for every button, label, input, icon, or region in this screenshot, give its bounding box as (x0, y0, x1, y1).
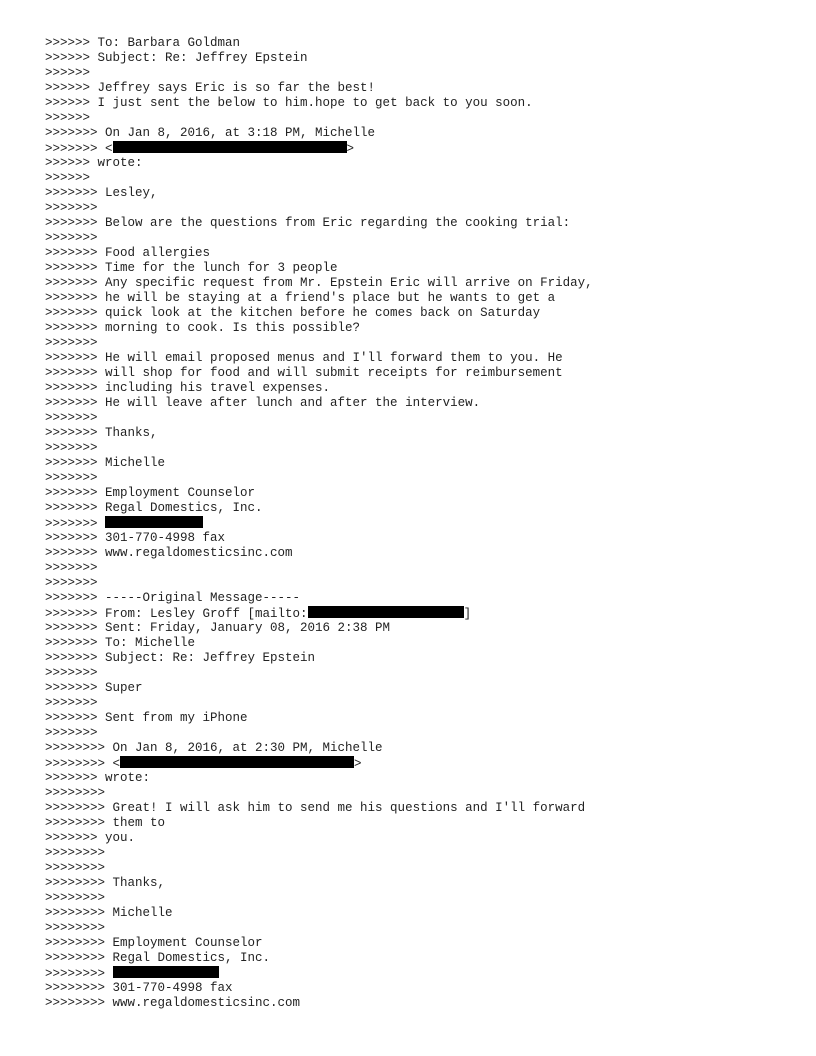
quote-prefix: >>>>>>> (45, 561, 98, 575)
email-line (45, 111, 785, 126)
email-line (45, 846, 785, 861)
email-line (45, 891, 785, 906)
quote-prefix: >>>>>>> (45, 381, 106, 395)
email-line (45, 711, 785, 726)
email-line (45, 951, 785, 966)
email-line (45, 261, 785, 276)
email-line (45, 471, 785, 486)
quote-prefix: >>>>>>> (45, 546, 106, 560)
quote-prefix: >>>>>>> (45, 261, 106, 275)
email-line (45, 381, 785, 396)
quote-prefix: >>>>>>> (45, 142, 106, 156)
email-line (45, 651, 785, 666)
line-text: Employment Counselor (105, 486, 256, 500)
quote-prefix: >>>>>>> (45, 711, 106, 725)
quote-prefix: >>>>>> (45, 171, 91, 185)
email-line (45, 351, 785, 366)
line-text: < (105, 142, 113, 156)
quote-prefix: >>>>>>> (45, 336, 98, 350)
email-line (45, 411, 785, 426)
line-text: Regal Domestics, Inc. (105, 501, 263, 515)
email-line (45, 276, 785, 291)
email-line (45, 156, 785, 171)
line-text: Michelle (105, 456, 166, 470)
quote-prefix: >>>>>>>> (45, 816, 113, 830)
email-line (45, 801, 785, 816)
quote-prefix: >>>>>>>> (45, 786, 106, 800)
email-line (45, 186, 785, 201)
line-text: you. (105, 831, 136, 845)
line-text: Thanks, (112, 876, 166, 890)
quote-prefix: >>>>>>> (45, 651, 106, 665)
email-line (45, 531, 785, 546)
quote-prefix: >>>>>> (45, 156, 98, 170)
quote-prefix: >>>>>>> (45, 201, 98, 215)
quote-prefix: >>>>>>> (45, 591, 106, 605)
email-line (45, 51, 785, 66)
email-line (45, 786, 785, 801)
email-line (45, 696, 785, 711)
email-line (45, 96, 785, 111)
email-line (45, 456, 785, 471)
line-text: wrote: (97, 156, 143, 170)
quote-prefix: >>>>>>> (45, 471, 98, 485)
email-line (45, 396, 785, 411)
line-text: Any specific request from Mr. Epstein Eric will arrive on Friday, (105, 276, 593, 290)
line-text: < (112, 757, 121, 771)
line-text: He will leave after lunch and after the interview. (105, 396, 481, 410)
email-line (45, 561, 785, 576)
email-line (45, 816, 785, 831)
line-text: Sent from my iPhone (105, 711, 248, 725)
quote-prefix: >>>>>>> (45, 517, 106, 531)
line-text: Lesley, (105, 186, 158, 200)
quote-prefix: >>>>>>> (45, 246, 106, 260)
quote-prefix: >>>>>>> (45, 531, 106, 545)
email-line (45, 966, 785, 981)
email-line (45, 831, 785, 846)
quote-prefix: >>>>>>>> (45, 936, 113, 950)
quote-prefix: >>>>>>>> (45, 906, 113, 920)
line-text: On Jan 8, 2016, at 3:18 PM, Michelle (105, 126, 376, 140)
quote-prefix: >>>>>>> (45, 666, 98, 680)
email-line (45, 291, 785, 306)
quote-prefix: >>>>>>>> (45, 846, 106, 860)
email-line (45, 591, 785, 606)
quote-prefix: >>>>>>> (45, 486, 106, 500)
email-line (45, 321, 785, 336)
email-line (45, 876, 785, 891)
line-text: morning to cook. Is this possible? (105, 321, 361, 335)
email-line (45, 141, 785, 156)
quote-prefix: >>>>>> (45, 51, 98, 65)
line-text: them to (112, 816, 166, 830)
email-line (45, 756, 785, 771)
redaction-bar (113, 141, 347, 153)
quote-prefix: >>>>>>> (45, 291, 106, 305)
line-text: www.regaldomesticsinc.com (112, 996, 301, 1010)
email-line (45, 441, 785, 456)
line-text: 301-770-4998 fax (112, 981, 233, 995)
line-text: To: Barbara Goldman (97, 36, 241, 50)
email-document (45, 36, 785, 1011)
quote-prefix: >>>>>>> (45, 231, 98, 245)
line-text: Below are the questions from Eric regarding the cooking trial: (105, 216, 571, 230)
line-text: Super (105, 681, 143, 695)
quote-prefix: >>>>>>> (45, 831, 106, 845)
email-line (45, 861, 785, 876)
email-line (45, 606, 785, 621)
email-line (45, 636, 785, 651)
redaction-bar (113, 966, 219, 978)
line-text: Food allergies (105, 246, 211, 260)
line-text: Subject: Re: Jeffrey Epstein (105, 651, 316, 665)
email-line (45, 231, 785, 246)
quote-prefix: >>>>>>> (45, 126, 106, 140)
email-line (45, 366, 785, 381)
line-text: Michelle (112, 906, 173, 920)
quote-prefix: >>>>>>> (45, 366, 106, 380)
quote-prefix: >>>>>>> (45, 321, 106, 335)
quote-prefix: >>>>>>>> (45, 967, 113, 981)
email-line (45, 666, 785, 681)
email-line (45, 336, 785, 351)
quote-prefix: >>>>>>> (45, 636, 106, 650)
quote-prefix: >>>>>>>> (45, 951, 113, 965)
quote-prefix: >>>>>>> (45, 696, 98, 710)
email-line (45, 66, 785, 81)
quote-prefix: >>>>>> (45, 111, 91, 125)
quote-prefix: >>>>>>>> (45, 876, 113, 890)
quote-prefix: >>>>>>> (45, 681, 106, 695)
redaction-bar (120, 756, 354, 768)
line-text: including his travel expenses. (105, 381, 331, 395)
line-text: Sent: Friday, January 08, 2016 2:38 PM (105, 621, 391, 635)
redaction-bar (105, 516, 203, 528)
line-text: Thanks, (105, 426, 158, 440)
email-line (45, 981, 785, 996)
quote-prefix: >>>>>>> (45, 441, 98, 455)
line-text: Time for the lunch for 3 people (105, 261, 338, 275)
email-line (45, 486, 785, 501)
quote-prefix: >>>>>>> (45, 216, 106, 230)
line-text: wrote: (105, 771, 151, 785)
line-text: He will email proposed menus and I'll forward them to you. He (105, 351, 563, 365)
quote-prefix: >>>>>>> (45, 576, 98, 590)
email-line (45, 936, 785, 951)
quote-prefix: >>>>>>> (45, 456, 106, 470)
email-line (45, 501, 785, 516)
line-text: Subject: Re: Jeffrey Epstein (97, 51, 308, 65)
line-text: 301-770-4998 fax (105, 531, 226, 545)
quote-prefix: >>>>>>>> (45, 801, 113, 815)
email-line (45, 771, 785, 786)
email-line (45, 621, 785, 636)
quote-prefix: >>>>>>> (45, 621, 106, 635)
quote-prefix: >>>>>>> (45, 426, 106, 440)
quote-prefix: >>>>>>> (45, 276, 106, 290)
line-text: I just sent the below to him.hope to get back to you soon. (97, 96, 533, 110)
quote-prefix: >>>>>>> (45, 306, 106, 320)
email-line (45, 921, 785, 936)
quote-prefix: >>>>>>>> (45, 921, 106, 935)
quote-prefix: >>>>>>> (45, 501, 106, 515)
line-text-after: > (354, 757, 362, 771)
line-text: From: Lesley Groff [mailto: (105, 607, 308, 621)
quote-prefix: >>>>>>>> (45, 757, 113, 771)
quote-prefix: >>>>>>>> (45, 981, 113, 995)
quote-prefix: >>>>>>>> (45, 741, 113, 755)
email-line (45, 516, 785, 531)
email-line (45, 426, 785, 441)
quote-prefix: >>>>>>>> (45, 891, 106, 905)
email-line (45, 81, 785, 96)
line-text: Great! I will ask him to send me his questions and I'll forward (112, 801, 586, 815)
line-text: quick look at the kitchen before he comes back on Saturday (105, 306, 541, 320)
quote-prefix: >>>>>> (45, 96, 98, 110)
line-text: www.regaldomesticsinc.com (105, 546, 293, 560)
quote-prefix: >>>>>>> (45, 186, 106, 200)
redaction-bar (308, 606, 464, 618)
email-line (45, 36, 785, 51)
quote-prefix: >>>>>> (45, 36, 98, 50)
line-text: Regal Domestics, Inc. (112, 951, 271, 965)
quote-prefix: >>>>>> (45, 81, 98, 95)
email-line (45, 126, 785, 141)
email-line (45, 171, 785, 186)
email-line (45, 306, 785, 321)
line-text: Jeffrey says Eric is so far the best! (97, 81, 376, 95)
line-text: will shop for food and will submit receipts for reimbursement (105, 366, 563, 380)
quote-prefix: >>>>>>> (45, 411, 98, 425)
line-text: On Jan 8, 2016, at 2:30 PM, Michelle (112, 741, 383, 755)
line-text-after: ] (463, 607, 472, 621)
line-text: he will be staying at a friend's place but he wants to get a (105, 291, 556, 305)
line-text: To: Michelle (105, 636, 196, 650)
email-line (45, 741, 785, 756)
email-line (45, 201, 785, 216)
quote-prefix: >>>>>>> (45, 771, 106, 785)
quote-prefix: >>>>>>>> (45, 861, 106, 875)
quote-prefix: >>>>>>> (45, 607, 106, 621)
line-text: Employment Counselor (112, 936, 263, 950)
email-line (45, 726, 785, 741)
quote-prefix: >>>>>>>> (45, 996, 113, 1010)
email-line (45, 216, 785, 231)
quote-prefix: >>>>>>> (45, 726, 98, 740)
line-text: -----Original Message----- (105, 591, 301, 605)
quote-prefix: >>>>>>> (45, 396, 106, 410)
email-line (45, 246, 785, 261)
email-line (45, 996, 785, 1011)
line-text-after: > (346, 142, 355, 156)
email-line (45, 546, 785, 561)
email-line (45, 906, 785, 921)
email-line (45, 576, 785, 591)
quote-prefix: >>>>>>> (45, 351, 106, 365)
email-line (45, 681, 785, 696)
quote-prefix: >>>>>> (45, 66, 91, 80)
